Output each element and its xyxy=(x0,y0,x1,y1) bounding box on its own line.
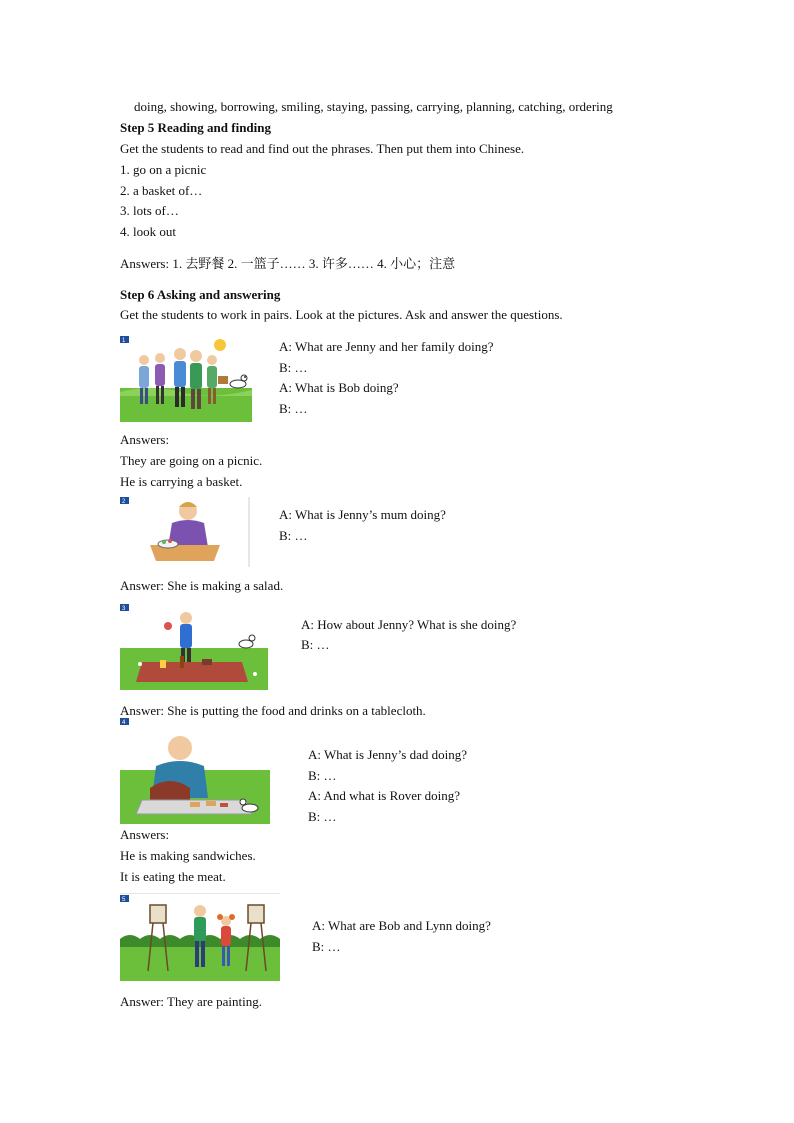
dialog-line: B: … xyxy=(279,360,308,375)
dialog-line: A: What is Jenny’s dad doing? xyxy=(308,747,467,762)
answer-line: It is eating the meat. xyxy=(120,869,226,884)
dialog-line: B: … xyxy=(308,768,337,783)
dialog-line: B: … xyxy=(312,939,341,954)
picture-number: 1 xyxy=(122,338,126,344)
picture-number: 2 xyxy=(122,499,126,505)
dialog-line: A: What is Bob doing? xyxy=(279,380,399,395)
answer-line: Answer: She is making a salad. xyxy=(120,578,284,593)
step5-answers: Answers: 1. 去野餐 2. 一篮子…… 3. 许多…… 4. 小心；注意 xyxy=(120,256,456,271)
picture-number: 4 xyxy=(122,720,126,726)
step5-instruction: Get the students to read and find out the phrases. Then put them into Chinese. xyxy=(120,141,525,156)
phrase-item: 3. lots of… xyxy=(120,203,179,218)
picture-number: 3 xyxy=(122,606,126,612)
picture-jenny-tablecloth xyxy=(120,604,268,690)
dialog-line: A: What are Jenny and her family doing? xyxy=(279,339,494,354)
answers-label: Answers: xyxy=(120,432,170,447)
picture-dad-sandwiches xyxy=(120,718,270,824)
phrase-item: 4. look out xyxy=(120,224,176,239)
dialog-line: B: … xyxy=(279,401,308,416)
picture-mum-salad xyxy=(120,497,252,567)
step5-title: Step 5 Reading and finding xyxy=(120,120,271,135)
dialog-line: B: … xyxy=(308,809,337,824)
dialog-line: A: What is Jenny’s mum doing? xyxy=(279,507,446,522)
picture-number: 5 xyxy=(122,897,126,903)
step6-instruction: Get the students to work in pairs. Look at the pictures. Ask and answer the questions. xyxy=(120,307,563,322)
answer-line: Answer: She is putting the food and drinks on a tablecloth. xyxy=(120,703,426,718)
dialog-line: A: How about Jenny? What is she doing? xyxy=(301,617,517,632)
picture-family-walking xyxy=(120,336,252,422)
word-list: doing, showing, borrowing, smiling, staying, passing, carrying, planning, catching, ordering xyxy=(134,99,613,114)
answer-line: They are going on a picnic. xyxy=(120,453,263,468)
dialog-line: B: … xyxy=(301,637,330,652)
answer-line: Answer: They are painting. xyxy=(120,994,262,1009)
dialog-line: A: What are Bob and Lynn doing? xyxy=(312,918,491,933)
answer-line: He is making sandwiches. xyxy=(120,848,256,863)
dialog-line: A: And what is Rover doing? xyxy=(308,788,461,803)
dialog-line: B: … xyxy=(279,528,308,543)
phrase-item: 1. go on a picnic xyxy=(120,162,207,177)
answers-label: Answers: xyxy=(120,827,170,842)
picture-painting xyxy=(120,893,280,981)
answer-line: He is carrying a basket. xyxy=(120,474,243,489)
step6-title: Step 6 Asking and answering xyxy=(120,287,281,302)
phrase-item: 2. a basket of… xyxy=(120,183,203,198)
